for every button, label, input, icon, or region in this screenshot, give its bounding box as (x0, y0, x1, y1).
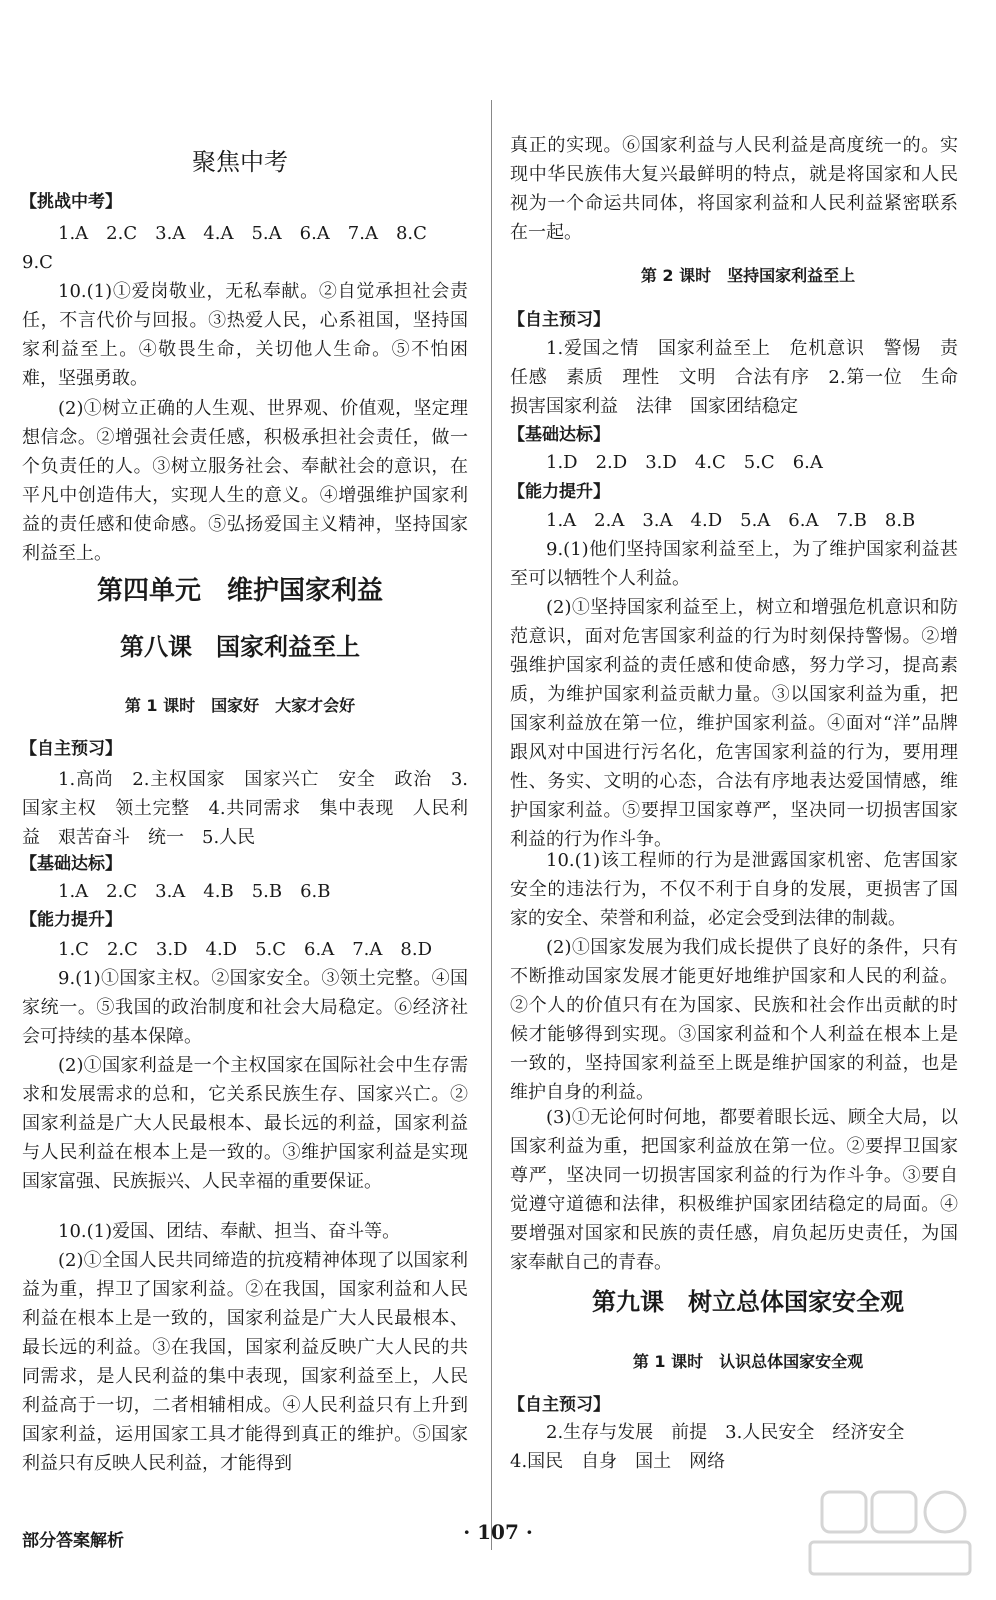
basic-answers: 1.A 2.C 3.A 4.B 5.B 6.B (58, 881, 331, 902)
tag-ability: 【能力提升】 (20, 910, 122, 930)
tag-basic-2: 【基础达标】 (508, 425, 610, 445)
tag-ability-2: 【能力提升】 (508, 482, 610, 502)
q10-part1: 10.(1)该工程师的行为是泄露国家机密、危害国家安全的违法行为，不仅不利于自身的发展，更损害了国家的安全、荣誉和利益，必定会受到法律的制裁。 (510, 850, 958, 929)
period2-title: 第 2 课时 坚持国家利益至上 (640, 266, 856, 285)
ability-answers: 1.C 2.C 3.D 4.D 5.C 6.A 7.A 8.D (58, 939, 433, 960)
ability-q10-part2: (2)①全国人民共同缔造的抗疫精神体现了以国家利益为重，捍卫了国家利益。②在我国，国家利益和人民利益在根本上是一致的，国家利益是广大人民最根本、最长远的利益。③在我国，国家利益反映广大人民的共同需求，是人民利益的集中表现，国家利益至上，人民利益高于一切，二者相辅相成。④人民利益只有上升到国家利益，运用国家工具才能得到真正的维护。⑤国家利益只有反映人民利益，才能得到 (22, 1250, 468, 1474)
preview-answers-2: 1.爱国之情 国家利益至上 危机意识 警惕 责任感 素质 理性 文明 合法有序 2.第一位 生命 损害国家利益 法律 国家团结稳定 (510, 338, 976, 417)
watermark-logo (800, 1484, 980, 1584)
preview2-line2: 4.国民 自身 国土 网络 (510, 1451, 726, 1472)
challenge-q10-part1: 10.(1)①爱岗敬业，无私奉献。②自觉承担社会责任，不言代价与回报。③热爱人民，心系祖国，坚持国家利益至上。④敬畏生命，关切他人生命。⑤不怕困难，坚强勇敢。 (22, 281, 468, 389)
tag-basic: 【基础达标】 (20, 854, 122, 874)
challenge-answers-cont: 9.C (22, 252, 53, 273)
focus-exam-title: 聚焦中考 (192, 148, 288, 176)
q9-part2: (2)①坚持国家利益至上，树立和增强危机意识和防范意识，面对危害国家利益的行为时刻保持警惕。②增强维护国家利益的责任感和使命感，努力学习，提高素质，为维护国家利益贡献力量。③以国家利益为重，把国家利益放在第一位，维护国家利益。④面对“洋”品牌跟风对中国进行污名化，危害国家利益的行为，要用理性、务实、文明的心态，合法有序地表达爱国情感，维护国家利益。⑤要捍卫国家尊严，坚决同一切损害国家利益的行为作斗争。 (510, 597, 958, 850)
tag-preview-3: 【自主预习】 (508, 1395, 610, 1415)
q10-part3: (3)①无论何时何地，都要着眼长远、顾全大局，以国家利益为重，把国家利益放在第一位。②要捍卫国家尊严，坚决同一切损害国家利益的行为作斗争。③要自觉遵守道德和法律，积极维护国家团结稳定的局面。④要增强对国家和民族的责任感，肩负起历史责任，为国家奉献自己的青春。 (510, 1107, 958, 1273)
basic-answers-2: 1.D 2.D 3.D 4.C 5.C 6.A (546, 452, 823, 473)
period9-title: 第 1 课时 认识总体国家安全观 (632, 1352, 864, 1371)
unit-title: 第四单元 维护国家利益 (96, 576, 383, 606)
lesson-title: 第八课 国家利益至上 (120, 633, 360, 661)
column-divider (491, 100, 492, 1550)
q9-part1: 9.(1)他们坚持国家利益至上，为了维护国家利益甚至可以牺牲个人利益。 (510, 539, 958, 589)
preview2-line1: 2.生存与发展 前提 3.人民安全 经济安全 (546, 1422, 905, 1443)
ability-q10-part1: 10.(1)爱国、团结、奉献、担当、奋斗等。 (58, 1221, 401, 1242)
page-number: · 107 · (463, 1520, 533, 1544)
preview-answers: 1.高尚 2.主权国家 国家兴亡 安全 政治 3.国家主权 领土完整 4.共同需求 集中表现 人民利益 艰苦奋斗 统一 5.人民 (22, 769, 468, 848)
footer-label: 部分答案解析 (22, 1531, 124, 1551)
lesson9-title: 第九课 树立总体国家安全观 (592, 1288, 904, 1316)
challenge-q10-part2: (2)①树立正确的人生观、世界观、价值观，坚定理想信念。②增强社会责任感，积极承担社会责任，做一个负责任的人。③树立服务社会、奉献社会的意识，在平凡中创造伟大，实现人生的意义。④增强维护国家利益的责任感和使命感。⑤弘扬爱国主义精神，坚持国家利益至上。 (22, 398, 468, 564)
ability-q9-part1: 9.(1)①国家主权。②国家安全。③领土完整。④国家统一。⑤我国的政治制度和社会大局稳定。⑥经济社会可持续的基本保障。 (22, 968, 468, 1047)
challenge-answers: 1.A 2.C 3.A 4.A 5.A 6.A 7.A 8.C (58, 223, 427, 244)
tag-challenge: 【挑战中考】 (20, 192, 122, 212)
q10-part2: (2)①国家发展为我们成长提供了良好的条件，只有不断推动国家发展才能更好地维护国家和人民的利益。②个人的价值只有在为国家、民族和社会作出贡献的时候才能够得到实现。③国家利益和个人利益在根本上是一致的，坚持国家利益至上既是维护国家的利益，也是维护自身的利益。 (510, 937, 958, 1103)
tag-preview: 【自主预习】 (20, 739, 122, 759)
period-title: 第 1 课时 国家好 大家才会好 (124, 696, 356, 715)
tag-preview-2: 【自主预习】 (508, 310, 610, 330)
ability-answers-2: 1.A 2.A 3.A 4.D 5.A 6.A 7.B 8.B (546, 510, 916, 531)
continued-text: 真正的实现。⑥国家利益与人民利益是高度统一的。实现中华民族伟大复兴最鲜明的特点，就是将国家和人民视为一个命运共同体，将国家利益和人民利益紧密联系在一起。 (510, 135, 958, 243)
ability-q9-part2: (2)①国家利益是一个主权国家在国际社会中生存需求和发展需求的总和，它关系民族生存、国家兴亡。②国家利益是广大人民最根本、最长远的利益，国家利益与人民利益在根本上是一致的。③维护国家利益是实现国家富强、民族振兴、人民幸福的重要保证。 (22, 1055, 468, 1192)
